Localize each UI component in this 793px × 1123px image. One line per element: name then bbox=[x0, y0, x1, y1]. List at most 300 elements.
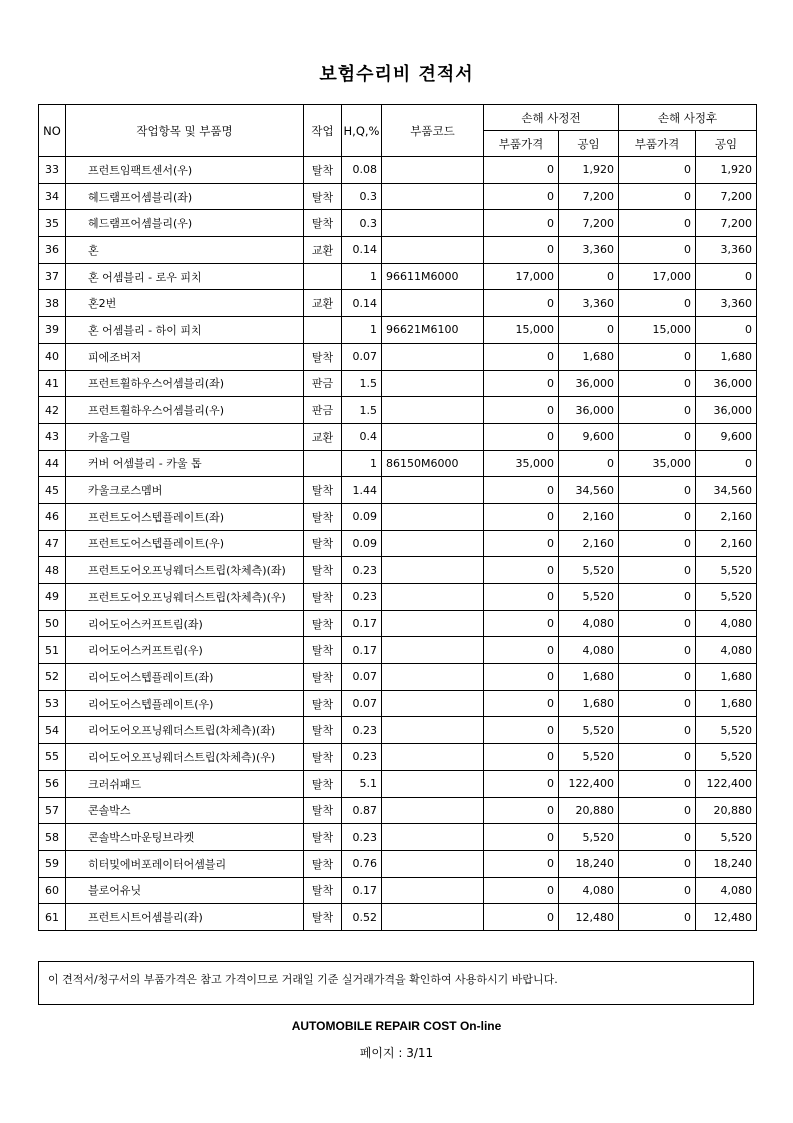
row-part-code bbox=[382, 370, 484, 397]
row-no: 61 bbox=[39, 904, 66, 931]
row-no: 50 bbox=[39, 610, 66, 637]
row-hq: 0.3 bbox=[342, 183, 382, 210]
row-before-labor: 0 bbox=[559, 317, 619, 344]
row-hq: 0.07 bbox=[342, 343, 382, 370]
row-work-type bbox=[304, 450, 342, 477]
row-no: 49 bbox=[39, 584, 66, 611]
row-after-labor: 1,680 bbox=[696, 664, 757, 691]
table-row bbox=[39, 317, 757, 344]
row-before-part-price: 0 bbox=[484, 210, 559, 237]
row-before-labor: 1,680 bbox=[559, 343, 619, 370]
row-item-name: 혼 어셈블리 - 하이 피치 bbox=[66, 317, 304, 344]
row-hq: 0.4 bbox=[342, 423, 382, 450]
row-no: 60 bbox=[39, 877, 66, 904]
row-before-part-price: 0 bbox=[484, 183, 559, 210]
row-part-code: 86150M6000 bbox=[382, 450, 484, 477]
row-no: 41 bbox=[39, 370, 66, 397]
row-no: 48 bbox=[39, 557, 66, 584]
notice-text: 이 견적서/청구서의 부품가격은 참고 가격이므로 거래일 기준 실거래가격을 확인하여 사용하시기 바랍니다. bbox=[48, 973, 558, 986]
table-row bbox=[39, 183, 757, 210]
header-hq: H,Q,% bbox=[342, 105, 382, 157]
table-row bbox=[39, 477, 757, 504]
row-item-name: 프런트도어스텝플레이트(좌) bbox=[66, 503, 304, 530]
row-before-labor: 5,520 bbox=[559, 824, 619, 851]
row-no: 47 bbox=[39, 530, 66, 557]
table-row bbox=[39, 877, 757, 904]
header-after-adjustment: 손해 사정후 bbox=[619, 105, 757, 131]
row-after-part-price: 17,000 bbox=[619, 263, 696, 290]
row-item-name: 콘솔박스 bbox=[66, 797, 304, 824]
row-part-code bbox=[382, 503, 484, 530]
row-after-labor: 0 bbox=[696, 263, 757, 290]
row-after-part-price: 0 bbox=[619, 290, 696, 317]
row-after-part-price: 0 bbox=[619, 503, 696, 530]
row-item-name: 피에조버저 bbox=[66, 343, 304, 370]
row-part-code bbox=[382, 237, 484, 264]
row-work-type: 탈착 bbox=[304, 797, 342, 824]
row-item-name: 혼 bbox=[66, 237, 304, 264]
row-before-part-price: 0 bbox=[484, 637, 559, 664]
row-part-code bbox=[382, 397, 484, 424]
header-before-part-price: 부품가격 bbox=[484, 131, 559, 157]
row-hq: 0.3 bbox=[342, 210, 382, 237]
table-row bbox=[39, 770, 757, 797]
row-after-part-price: 0 bbox=[619, 824, 696, 851]
row-before-part-price: 17,000 bbox=[484, 263, 559, 290]
row-no: 56 bbox=[39, 770, 66, 797]
row-before-labor: 4,080 bbox=[559, 877, 619, 904]
row-hq: 1 bbox=[342, 263, 382, 290]
row-before-labor: 1,920 bbox=[559, 157, 619, 184]
row-after-labor: 0 bbox=[696, 450, 757, 477]
row-after-labor: 5,520 bbox=[696, 744, 757, 771]
row-work-type: 탈착 bbox=[304, 584, 342, 611]
header-before-adjustment: 손해 사정전 bbox=[484, 105, 619, 131]
row-after-labor: 5,520 bbox=[696, 717, 757, 744]
row-item-name: 프런트임팩트센서(우) bbox=[66, 157, 304, 184]
row-after-part-price: 0 bbox=[619, 237, 696, 264]
row-after-part-price: 0 bbox=[619, 904, 696, 931]
row-part-code bbox=[382, 797, 484, 824]
row-before-part-price: 0 bbox=[484, 904, 559, 931]
row-after-part-price: 0 bbox=[619, 744, 696, 771]
row-after-part-price: 0 bbox=[619, 557, 696, 584]
row-before-part-price: 35,000 bbox=[484, 450, 559, 477]
row-after-labor: 7,200 bbox=[696, 210, 757, 237]
row-after-part-price: 0 bbox=[619, 370, 696, 397]
row-part-code bbox=[382, 530, 484, 557]
row-part-code bbox=[382, 770, 484, 797]
row-part-code bbox=[382, 824, 484, 851]
row-item-name: 리어도어스텝플레이트(좌) bbox=[66, 664, 304, 691]
row-hq: 0.17 bbox=[342, 877, 382, 904]
row-after-part-price: 0 bbox=[619, 477, 696, 504]
row-item-name: 블로어유닛 bbox=[66, 877, 304, 904]
row-before-part-price: 0 bbox=[484, 770, 559, 797]
row-before-part-price: 0 bbox=[484, 557, 559, 584]
row-after-labor: 5,520 bbox=[696, 824, 757, 851]
row-before-labor: 5,520 bbox=[559, 717, 619, 744]
table-row bbox=[39, 584, 757, 611]
row-before-part-price: 0 bbox=[484, 850, 559, 877]
row-no: 38 bbox=[39, 290, 66, 317]
table-row bbox=[39, 157, 757, 184]
row-before-labor: 122,400 bbox=[559, 770, 619, 797]
header-before-labor: 공임 bbox=[559, 131, 619, 157]
row-part-code bbox=[382, 904, 484, 931]
row-item-name: 콘솔박스마운팅브라켓 bbox=[66, 824, 304, 851]
row-hq: 0.14 bbox=[342, 290, 382, 317]
row-no: 40 bbox=[39, 343, 66, 370]
row-before-labor: 2,160 bbox=[559, 530, 619, 557]
row-after-labor: 34,560 bbox=[696, 477, 757, 504]
header-no: NO bbox=[39, 105, 66, 157]
row-item-name: 프런트휠하우스어셈블리(우) bbox=[66, 397, 304, 424]
row-work-type bbox=[304, 317, 342, 344]
row-before-labor: 5,520 bbox=[559, 557, 619, 584]
row-after-labor: 4,080 bbox=[696, 877, 757, 904]
row-after-part-price: 0 bbox=[619, 397, 696, 424]
row-no: 55 bbox=[39, 744, 66, 771]
row-item-name: 프런트휠하우스어셈블리(좌) bbox=[66, 370, 304, 397]
row-after-labor: 7,200 bbox=[696, 183, 757, 210]
row-before-part-price: 15,000 bbox=[484, 317, 559, 344]
row-work-type: 탈착 bbox=[304, 530, 342, 557]
row-hq: 1 bbox=[342, 317, 382, 344]
row-after-labor: 18,240 bbox=[696, 850, 757, 877]
row-hq: 0.07 bbox=[342, 664, 382, 691]
table-row bbox=[39, 263, 757, 290]
row-after-labor: 1,920 bbox=[696, 157, 757, 184]
row-hq: 0.08 bbox=[342, 157, 382, 184]
row-hq: 0.17 bbox=[342, 637, 382, 664]
row-before-labor: 2,160 bbox=[559, 503, 619, 530]
row-item-name: 카울크로스멤버 bbox=[66, 477, 304, 504]
row-part-code bbox=[382, 744, 484, 771]
row-after-labor: 2,160 bbox=[696, 503, 757, 530]
row-hq: 0.07 bbox=[342, 690, 382, 717]
row-no: 39 bbox=[39, 317, 66, 344]
row-work-type: 탈착 bbox=[304, 904, 342, 931]
row-item-name: 프런트도어오프닝웨더스트립(차체측)(우) bbox=[66, 584, 304, 611]
row-after-labor: 1,680 bbox=[696, 343, 757, 370]
row-item-name: 프런트도어오프닝웨더스트립(차체측)(좌) bbox=[66, 557, 304, 584]
row-before-labor: 9,600 bbox=[559, 423, 619, 450]
row-item-name: 커버 어셈블리 - 카울 톱 bbox=[66, 450, 304, 477]
row-after-part-price: 0 bbox=[619, 797, 696, 824]
row-before-part-price: 0 bbox=[484, 717, 559, 744]
row-work-type: 탈착 bbox=[304, 157, 342, 184]
row-no: 52 bbox=[39, 664, 66, 691]
row-before-part-price: 0 bbox=[484, 237, 559, 264]
row-before-labor: 18,240 bbox=[559, 850, 619, 877]
row-no: 35 bbox=[39, 210, 66, 237]
row-part-code bbox=[382, 477, 484, 504]
row-after-part-price: 0 bbox=[619, 850, 696, 877]
row-after-labor: 2,160 bbox=[696, 530, 757, 557]
row-work-type: 탈착 bbox=[304, 210, 342, 237]
table-row bbox=[39, 637, 757, 664]
table-row bbox=[39, 610, 757, 637]
row-before-part-price: 0 bbox=[484, 397, 559, 424]
row-after-part-price: 0 bbox=[619, 343, 696, 370]
table-row bbox=[39, 237, 757, 264]
row-after-labor: 5,520 bbox=[696, 584, 757, 611]
row-work-type: 판금 bbox=[304, 370, 342, 397]
row-before-part-price: 0 bbox=[484, 423, 559, 450]
row-hq: 0.23 bbox=[342, 824, 382, 851]
row-after-labor: 0 bbox=[696, 317, 757, 344]
row-item-name: 크러쉬패드 bbox=[66, 770, 304, 797]
row-hq: 0.23 bbox=[342, 584, 382, 611]
row-before-part-price: 0 bbox=[484, 797, 559, 824]
row-no: 57 bbox=[39, 797, 66, 824]
row-after-part-price: 0 bbox=[619, 584, 696, 611]
row-hq: 0.23 bbox=[342, 557, 382, 584]
row-hq: 1 bbox=[342, 450, 382, 477]
row-part-code bbox=[382, 157, 484, 184]
row-before-part-price: 0 bbox=[484, 744, 559, 771]
row-after-labor: 36,000 bbox=[696, 397, 757, 424]
row-item-name: 프런트도어스텝플레이트(우) bbox=[66, 530, 304, 557]
row-before-part-price: 0 bbox=[484, 290, 559, 317]
table-row bbox=[39, 824, 757, 851]
table-row bbox=[39, 530, 757, 557]
row-before-labor: 20,880 bbox=[559, 797, 619, 824]
row-work-type bbox=[304, 263, 342, 290]
row-hq: 0.23 bbox=[342, 717, 382, 744]
row-before-labor: 3,360 bbox=[559, 290, 619, 317]
row-part-code bbox=[382, 183, 484, 210]
table-row bbox=[39, 397, 757, 424]
row-part-code bbox=[382, 850, 484, 877]
row-hq: 0.14 bbox=[342, 237, 382, 264]
row-no: 44 bbox=[39, 450, 66, 477]
row-work-type: 탈착 bbox=[304, 877, 342, 904]
row-item-name: 리어도어스커프트림(좌) bbox=[66, 610, 304, 637]
row-hq: 0.52 bbox=[342, 904, 382, 931]
row-part-code: 96621M6100 bbox=[382, 317, 484, 344]
row-work-type: 탈착 bbox=[304, 664, 342, 691]
row-part-code bbox=[382, 210, 484, 237]
row-work-type: 탈착 bbox=[304, 717, 342, 744]
row-before-part-price: 0 bbox=[484, 157, 559, 184]
row-hq: 0.09 bbox=[342, 530, 382, 557]
row-after-labor: 20,880 bbox=[696, 797, 757, 824]
header-after-labor: 공임 bbox=[696, 131, 757, 157]
table-row bbox=[39, 744, 757, 771]
row-before-labor: 36,000 bbox=[559, 397, 619, 424]
table-row bbox=[39, 450, 757, 477]
row-before-labor: 34,560 bbox=[559, 477, 619, 504]
row-after-part-price: 0 bbox=[619, 157, 696, 184]
table-row bbox=[39, 904, 757, 931]
row-hq: 0.09 bbox=[342, 503, 382, 530]
row-before-labor: 5,520 bbox=[559, 584, 619, 611]
row-part-code bbox=[382, 343, 484, 370]
row-work-type: 탈착 bbox=[304, 477, 342, 504]
row-before-labor: 4,080 bbox=[559, 610, 619, 637]
row-after-part-price: 0 bbox=[619, 770, 696, 797]
row-work-type: 탈착 bbox=[304, 503, 342, 530]
row-before-labor: 0 bbox=[559, 263, 619, 290]
row-work-type: 교환 bbox=[304, 237, 342, 264]
table-row bbox=[39, 690, 757, 717]
row-work-type: 탈착 bbox=[304, 690, 342, 717]
row-after-part-price: 0 bbox=[619, 637, 696, 664]
row-before-part-price: 0 bbox=[484, 610, 559, 637]
row-no: 42 bbox=[39, 397, 66, 424]
row-after-labor: 12,480 bbox=[696, 904, 757, 931]
row-after-part-price: 0 bbox=[619, 610, 696, 637]
row-before-labor: 1,680 bbox=[559, 690, 619, 717]
row-no: 58 bbox=[39, 824, 66, 851]
row-item-name: 리어도어오프닝웨더스트립(차체측)(우) bbox=[66, 744, 304, 771]
row-part-code: 96611M6000 bbox=[382, 263, 484, 290]
table-row bbox=[39, 290, 757, 317]
row-before-part-price: 0 bbox=[484, 584, 559, 611]
row-item-name: 히터및에버포레이터어셈블리 bbox=[66, 850, 304, 877]
row-part-code bbox=[382, 423, 484, 450]
row-before-part-price: 0 bbox=[484, 370, 559, 397]
row-item-name: 헤드램프어셈블리(우) bbox=[66, 210, 304, 237]
row-after-labor: 36,000 bbox=[696, 370, 757, 397]
row-part-code bbox=[382, 290, 484, 317]
row-hq: 0.87 bbox=[342, 797, 382, 824]
row-work-type: 탈착 bbox=[304, 824, 342, 851]
row-before-labor: 5,520 bbox=[559, 744, 619, 771]
table-row bbox=[39, 343, 757, 370]
table-row bbox=[39, 423, 757, 450]
row-after-part-price: 0 bbox=[619, 423, 696, 450]
row-before-labor: 7,200 bbox=[559, 210, 619, 237]
row-after-labor: 9,600 bbox=[696, 423, 757, 450]
row-before-part-price: 0 bbox=[484, 690, 559, 717]
row-item-name: 혼2번 bbox=[66, 290, 304, 317]
row-item-name: 리어도어스텝플레이트(우) bbox=[66, 690, 304, 717]
row-work-type: 탈착 bbox=[304, 610, 342, 637]
row-work-type: 탈착 bbox=[304, 770, 342, 797]
row-no: 33 bbox=[39, 157, 66, 184]
header-after-part-price: 부품가격 bbox=[619, 131, 696, 157]
row-work-type: 판금 bbox=[304, 397, 342, 424]
row-part-code bbox=[382, 557, 484, 584]
row-after-part-price: 0 bbox=[619, 717, 696, 744]
row-work-type: 탈착 bbox=[304, 850, 342, 877]
estimate-table bbox=[38, 104, 757, 931]
row-after-part-price: 35,000 bbox=[619, 450, 696, 477]
row-no: 37 bbox=[39, 263, 66, 290]
row-before-labor: 4,080 bbox=[559, 637, 619, 664]
row-hq: 5.1 bbox=[342, 770, 382, 797]
row-hq: 1.44 bbox=[342, 477, 382, 504]
row-item-name: 헤드램프어셈블리(좌) bbox=[66, 183, 304, 210]
row-no: 36 bbox=[39, 237, 66, 264]
row-no: 51 bbox=[39, 637, 66, 664]
row-part-code bbox=[382, 610, 484, 637]
row-work-type: 탈착 bbox=[304, 183, 342, 210]
row-before-part-price: 0 bbox=[484, 664, 559, 691]
row-work-type: 탈착 bbox=[304, 343, 342, 370]
row-work-type: 탈착 bbox=[304, 637, 342, 664]
row-work-type: 교환 bbox=[304, 423, 342, 450]
row-item-name: 혼 어셈블리 - 로우 피치 bbox=[66, 263, 304, 290]
notice-box bbox=[38, 961, 754, 1005]
table-row bbox=[39, 370, 757, 397]
row-after-part-price: 0 bbox=[619, 530, 696, 557]
table-row bbox=[39, 850, 757, 877]
row-no: 34 bbox=[39, 183, 66, 210]
row-after-part-price: 0 bbox=[619, 210, 696, 237]
table-row bbox=[39, 664, 757, 691]
row-after-labor: 122,400 bbox=[696, 770, 757, 797]
row-no: 53 bbox=[39, 690, 66, 717]
row-before-labor: 3,360 bbox=[559, 237, 619, 264]
row-before-labor: 7,200 bbox=[559, 183, 619, 210]
row-after-part-price: 0 bbox=[619, 183, 696, 210]
footer-brand: AUTOMOBILE REPAIR COST On-line bbox=[291, 1019, 502, 1033]
row-after-labor: 3,360 bbox=[696, 290, 757, 317]
table-row bbox=[39, 797, 757, 824]
row-before-part-price: 0 bbox=[484, 824, 559, 851]
row-item-name: 카울그릴 bbox=[66, 423, 304, 450]
row-before-labor: 36,000 bbox=[559, 370, 619, 397]
header-work: 작업 bbox=[304, 105, 342, 157]
row-part-code bbox=[382, 877, 484, 904]
row-after-part-price: 15,000 bbox=[619, 317, 696, 344]
table-row bbox=[39, 717, 757, 744]
row-after-part-price: 0 bbox=[619, 690, 696, 717]
row-part-code bbox=[382, 664, 484, 691]
page-number: 페이지 : 3/11 bbox=[359, 1046, 434, 1060]
row-no: 59 bbox=[39, 850, 66, 877]
row-part-code bbox=[382, 717, 484, 744]
row-before-part-price: 0 bbox=[484, 343, 559, 370]
row-after-labor: 5,520 bbox=[696, 557, 757, 584]
table-row bbox=[39, 210, 757, 237]
row-work-type: 탈착 bbox=[304, 744, 342, 771]
row-after-labor: 3,360 bbox=[696, 237, 757, 264]
row-before-labor: 0 bbox=[559, 450, 619, 477]
row-hq: 0.23 bbox=[342, 744, 382, 771]
row-before-part-price: 0 bbox=[484, 530, 559, 557]
row-after-labor: 4,080 bbox=[696, 637, 757, 664]
row-part-code bbox=[382, 637, 484, 664]
page-title: 보험수리비 견적서 bbox=[319, 64, 474, 85]
header-item: 작업항목 및 부품명 bbox=[66, 105, 304, 157]
row-after-labor: 1,680 bbox=[696, 690, 757, 717]
row-hq: 0.76 bbox=[342, 850, 382, 877]
row-after-part-price: 0 bbox=[619, 664, 696, 691]
row-after-part-price: 0 bbox=[619, 877, 696, 904]
table-row bbox=[39, 557, 757, 584]
row-item-name: 프런트시트어셈블리(좌) bbox=[66, 904, 304, 931]
row-before-labor: 12,480 bbox=[559, 904, 619, 931]
table-row bbox=[39, 503, 757, 530]
row-before-part-price: 0 bbox=[484, 503, 559, 530]
row-part-code bbox=[382, 690, 484, 717]
header-part-code: 부품코드 bbox=[382, 105, 484, 157]
row-item-name: 리어도어스커프트림(우) bbox=[66, 637, 304, 664]
row-work-type: 교환 bbox=[304, 290, 342, 317]
row-item-name: 리어도어오프닝웨더스트립(차체측)(좌) bbox=[66, 717, 304, 744]
row-before-labor: 1,680 bbox=[559, 664, 619, 691]
row-after-labor: 4,080 bbox=[696, 610, 757, 637]
row-before-part-price: 0 bbox=[484, 877, 559, 904]
row-no: 45 bbox=[39, 477, 66, 504]
row-part-code bbox=[382, 584, 484, 611]
row-before-part-price: 0 bbox=[484, 477, 559, 504]
